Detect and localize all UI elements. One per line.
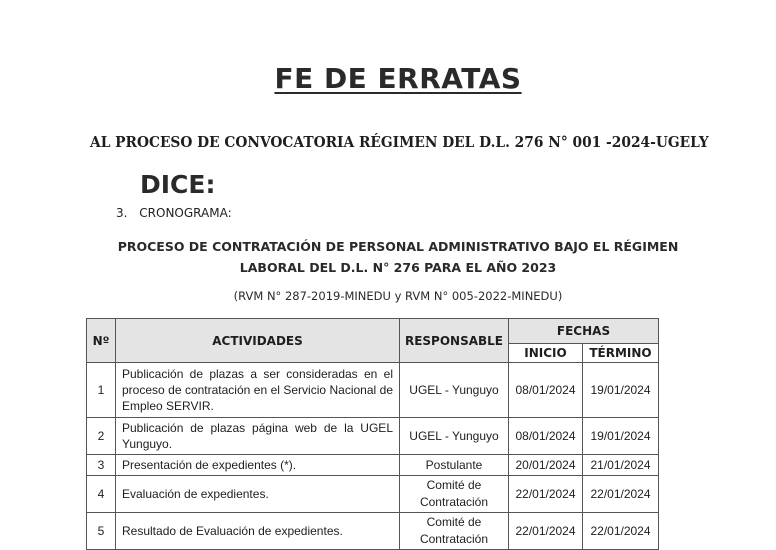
row-number: 3 [87, 455, 116, 476]
row-activity: Presentación de expedientes (*). [116, 455, 400, 476]
row-end-date: 19/01/2024 [583, 418, 659, 455]
row-number: 1 [87, 363, 116, 418]
section-number: 3. [116, 206, 128, 220]
row-responsible-line1: Comité de [426, 478, 482, 492]
row-responsible-line1: Postulante [425, 457, 483, 472]
section-heading [116, 206, 232, 220]
section-title: CRONOGRAMA: [139, 206, 232, 220]
schedule-table [86, 318, 659, 550]
row-activity: Resultado de Evaluación de expedientes. [116, 513, 400, 550]
table-row [87, 455, 659, 476]
row-start-date: 22/01/2024 [509, 513, 583, 550]
row-responsible-line2: Contratación [419, 495, 489, 509]
row-end-date: 21/01/2024 [583, 455, 659, 476]
row-activity: Publicación de plazas a ser consideradas en el proceso de contratación en el Servicio Nacional de Empleo SERVIR. [116, 363, 400, 418]
process-heading [98, 236, 698, 278]
header-end: TÉRMINO [583, 344, 659, 363]
row-start-date: 20/01/2024 [509, 455, 583, 476]
table-row [87, 476, 659, 513]
dice-label: DICE: [140, 170, 216, 199]
row-number: 5 [87, 513, 116, 550]
row-responsible-line2: Contratación [419, 532, 489, 546]
row-responsible-line1: UGEL - Yunguyo [409, 428, 499, 443]
row-start-date: 22/01/2024 [509, 476, 583, 513]
row-responsible [400, 418, 509, 455]
row-responsible [400, 363, 509, 418]
document-title: FE DE ERRATAS [274, 62, 522, 95]
table-row [87, 513, 659, 550]
legal-reference: (RVM N° 287-2019-MINEDU y RVM N° 005-2022-MINEDU) [233, 289, 563, 303]
row-activity: Evaluación de expedientes. [116, 476, 400, 513]
row-responsible-line1: Comité de [426, 515, 482, 529]
row-number: 2 [87, 418, 116, 455]
header-dates: FECHAS [509, 319, 659, 344]
table-row [87, 418, 659, 455]
header-number: Nº [87, 319, 116, 363]
row-responsible-line1: UGEL - Yunguyo [409, 382, 499, 397]
row-end-date: 22/01/2024 [583, 476, 659, 513]
process-heading-line2: LABORAL DEL D.L. N° 276 PARA EL AÑO 2023 [239, 260, 557, 275]
table-row [87, 363, 659, 418]
row-responsible [400, 455, 509, 476]
header-responsible: RESPONSABLE [400, 319, 509, 363]
row-number: 4 [87, 476, 116, 513]
header-start: INICIO [509, 344, 583, 363]
row-responsible [400, 476, 509, 513]
row-start-date: 08/01/2024 [509, 418, 583, 455]
row-end-date: 22/01/2024 [583, 513, 659, 550]
row-end-date: 19/01/2024 [583, 363, 659, 418]
document-subtitle: AL PROCESO DE CONVOCATORIA RÉGIMEN DEL D.L. 276 N° 001 -2024-UGELY [90, 134, 709, 151]
row-activity: Publicación de plazas página web de la UGEL Yunguyo. [116, 418, 400, 455]
header-activities: ACTIVIDADES [116, 319, 400, 363]
row-responsible [400, 513, 509, 550]
process-heading-line1: PROCESO DE CONTRATACIÓN DE PERSONAL ADMINISTRATIVO BAJO EL RÉGIMEN [117, 239, 679, 254]
row-start-date: 08/01/2024 [509, 363, 583, 418]
